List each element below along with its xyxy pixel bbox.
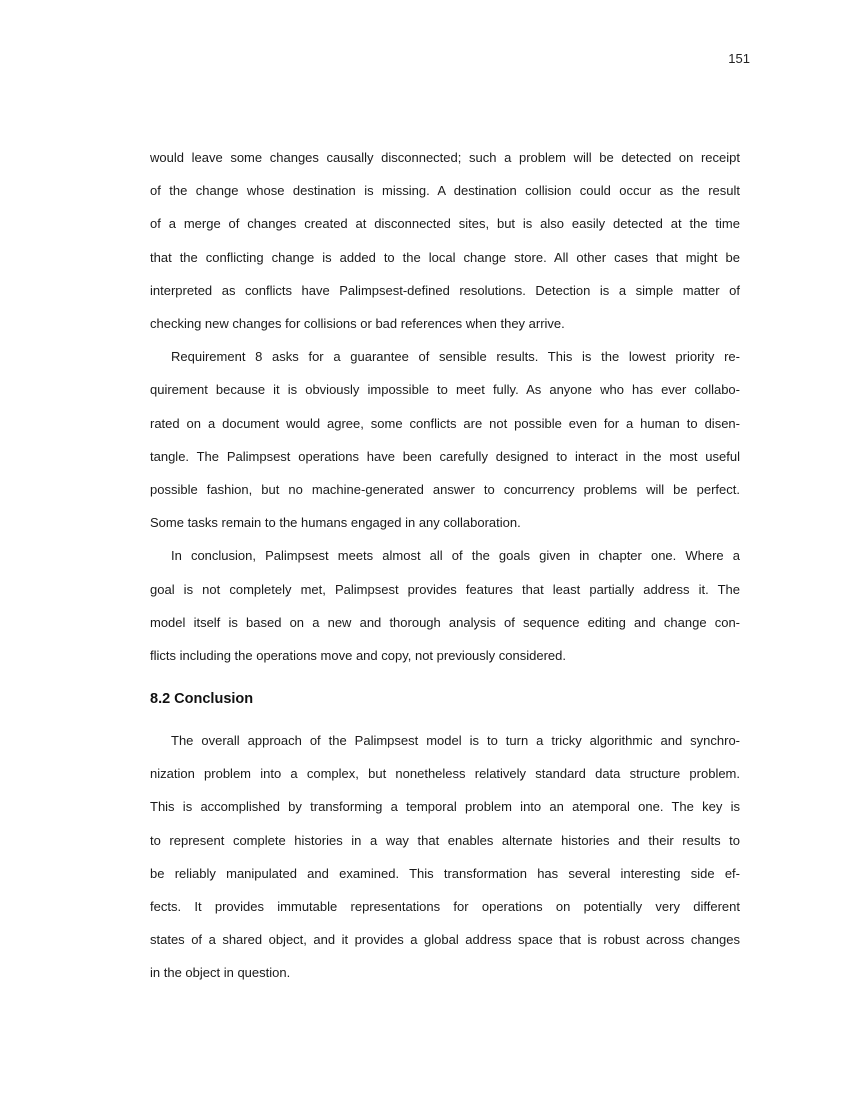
text-line: in the object in question. bbox=[150, 965, 291, 981]
page-number: 151 bbox=[728, 51, 750, 66]
text-line: tangle. The Palimpsest operations have been carefully designed to interact in the most useful bbox=[150, 448, 740, 464]
text-line: possible fashion, but no machine-generated answer to concurrency problems will be perfect. bbox=[150, 482, 740, 498]
text-line: goal is not completely met, Palimpsest provides features that least partially address it. The bbox=[150, 581, 740, 597]
text-line: states of a shared object, and it provides a global address space that is robust across changes bbox=[150, 932, 740, 948]
text-line: would leave some changes causally disconnected; such a problem will be detected on receipt bbox=[150, 150, 740, 165]
text-line: This is accomplished by transforming a temporal problem into an atemporal one. The key is bbox=[150, 799, 740, 815]
text-line: rated on a document would agree, some conflicts are not possible even for a human to disen- bbox=[150, 415, 740, 431]
body-text-top bbox=[150, 141, 740, 672]
text-line: Requirement 8 asks for a guarantee of sensible results. This is the lowest priority re- bbox=[171, 349, 740, 365]
text-line: that the conflicting change is added to the local change store. All other cases that might be bbox=[150, 249, 740, 265]
text-line: In conclusion, Palimpsest meets almost all of the goals given in chapter one. Where a bbox=[171, 548, 740, 564]
text-line: of the change whose destination is missing. A destination collision could occur as the result bbox=[150, 183, 740, 199]
paragraph bbox=[150, 539, 740, 672]
text-line: interpreted as conflicts have Palimpsest-defined resolutions. Detection is a simple matter of bbox=[150, 282, 740, 298]
text-line: nization problem into a complex, but nonetheless relatively standard data structure problem. bbox=[150, 766, 740, 782]
paragraph bbox=[150, 724, 740, 990]
text-line: quirement because it is obviously impossible to meet fully. As anyone who has ever collabo- bbox=[150, 382, 740, 398]
paragraph bbox=[150, 340, 740, 539]
text-line: The overall approach of the Palimpsest model is to turn a tricky algorithmic and synchro- bbox=[171, 733, 740, 748]
text-line: be reliably manipulated and examined. This transformation has several interesting side ef- bbox=[150, 865, 740, 881]
body-text-bottom bbox=[150, 724, 740, 990]
text-line: to represent complete histories in a way that enables alternate histories and their results to bbox=[150, 832, 740, 848]
section-heading: 8.2 Conclusion bbox=[150, 691, 254, 707]
text-line: of a merge of changes created at disconnected sites, but is also easily detected at the time bbox=[150, 216, 740, 232]
text-line: checking new changes for collisions or bad references when they arrive. bbox=[150, 316, 565, 332]
text-line: model itself is based on a new and thorough analysis of sequence editing and change con- bbox=[150, 614, 740, 630]
paragraph bbox=[150, 141, 740, 340]
text-line: fects. It provides immutable representations for operations on potentially very different bbox=[150, 899, 740, 915]
text-line: flicts including the operations move and copy, not previously considered. bbox=[150, 648, 566, 664]
text-line: Some tasks remain to the humans engaged in any collaboration. bbox=[150, 515, 521, 531]
